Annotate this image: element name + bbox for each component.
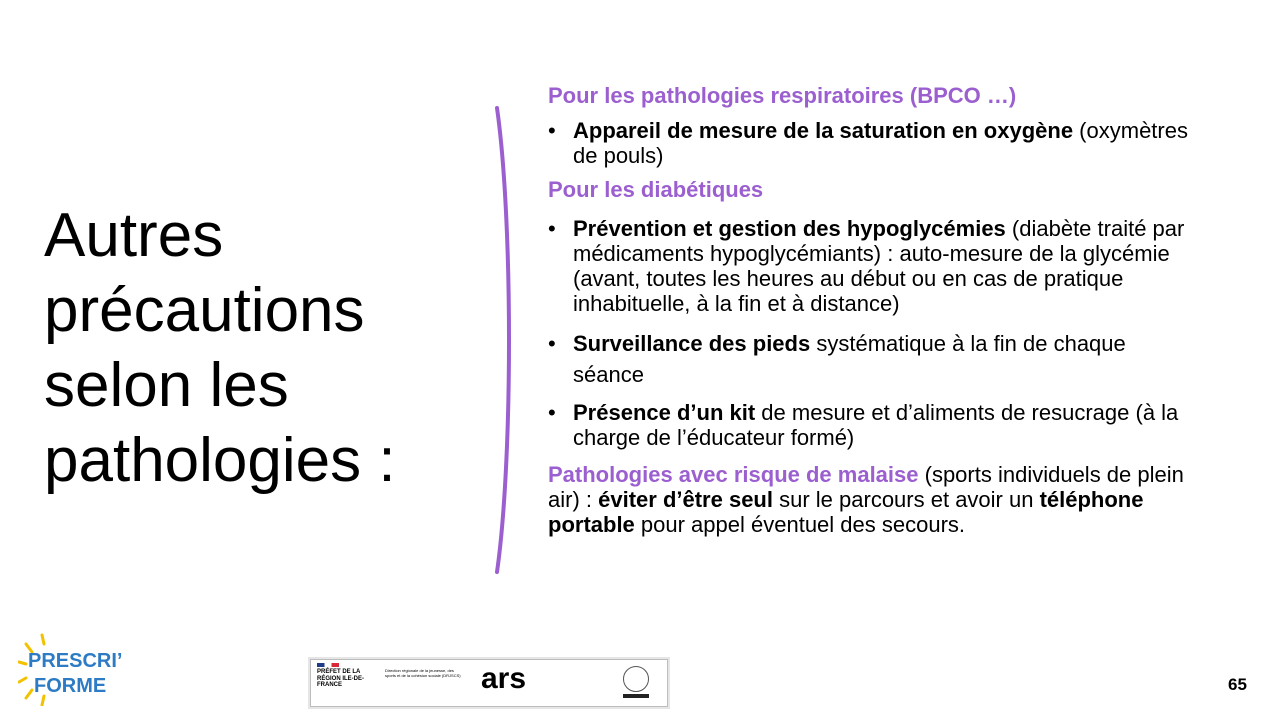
malaise-text: (sports individuels de plein air) : xyxy=(548,462,1184,512)
heading-malaise: Pathologies avec risque de malaise xyxy=(548,462,919,487)
list-item-bold: Prévention et gestion des hypoglycémies xyxy=(573,216,1006,241)
flag-icon xyxy=(317,663,339,667)
list-item-text: (diabète traité par médicaments hypoglycémiants) : auto-mesure de la glycémie (avant, toutes les heures au début ou en cas de pratique inhabituelle, à la fin et à distance) xyxy=(573,216,1185,316)
malaise-text: pour appel éventuel des secours. xyxy=(634,512,966,537)
list-item-bold: Surveillance des pieds xyxy=(573,331,811,356)
list-item-hypoglycemia xyxy=(548,216,1198,316)
ars-logo: ars xyxy=(481,662,527,695)
prescri-forme-logo xyxy=(18,630,140,706)
list-item-text: de mesure et d’aliments de resucrage (à la charge de l’éducateur formé) xyxy=(573,400,1179,450)
slide-title-line: selon les xyxy=(44,351,289,420)
content-panel xyxy=(548,83,1198,537)
bracket-divider xyxy=(488,100,518,580)
prefet-text: PRÉFET DE LA RÉGION ILE-DE-FRANCE xyxy=(317,669,365,688)
slide-title xyxy=(44,198,464,498)
slide-title-line: Autres xyxy=(44,201,224,270)
list-item-text: (oxymètres de pouls) xyxy=(573,118,1188,168)
malaise-text: sur le parcours et avoir un xyxy=(773,487,1040,512)
emblem-icon xyxy=(623,666,649,692)
list-item-bold: Présence d’un kit xyxy=(573,400,756,425)
prefet-logo xyxy=(317,663,377,689)
list-item-oxymeter xyxy=(548,118,1198,168)
list-item-bold: Appareil de mesure de la saturation en oxygène xyxy=(573,118,1074,143)
slide-title-line: pathologies : xyxy=(44,426,396,495)
malaise-paragraph xyxy=(548,462,1198,537)
slide-title-line: précautions xyxy=(44,276,365,345)
list-item-kit xyxy=(548,400,1198,450)
heading-diabetes: Pour les diabétiques xyxy=(548,177,764,202)
page-number: 65 xyxy=(1228,675,1247,694)
list-item-feet xyxy=(548,328,1198,390)
emblem-bar xyxy=(623,694,649,698)
partner-logos-strip xyxy=(310,659,668,707)
logo-text-line2: FORME xyxy=(34,675,107,697)
heading-respiratory: Pour les pathologies respiratoires (BPCO …) xyxy=(548,83,1017,108)
logo-text-line1: PRESCRI’ xyxy=(28,650,123,672)
drajes-text: Direction régionale de la jeunesse, des sports et de la cohésion sociale (DRJSCS) xyxy=(385,668,461,678)
list-item-text: systématique à la fin de chaque séance xyxy=(573,331,1126,387)
malaise-bold: téléphone portable xyxy=(548,487,1144,537)
malaise-bold: éviter d’être seul xyxy=(598,487,773,512)
